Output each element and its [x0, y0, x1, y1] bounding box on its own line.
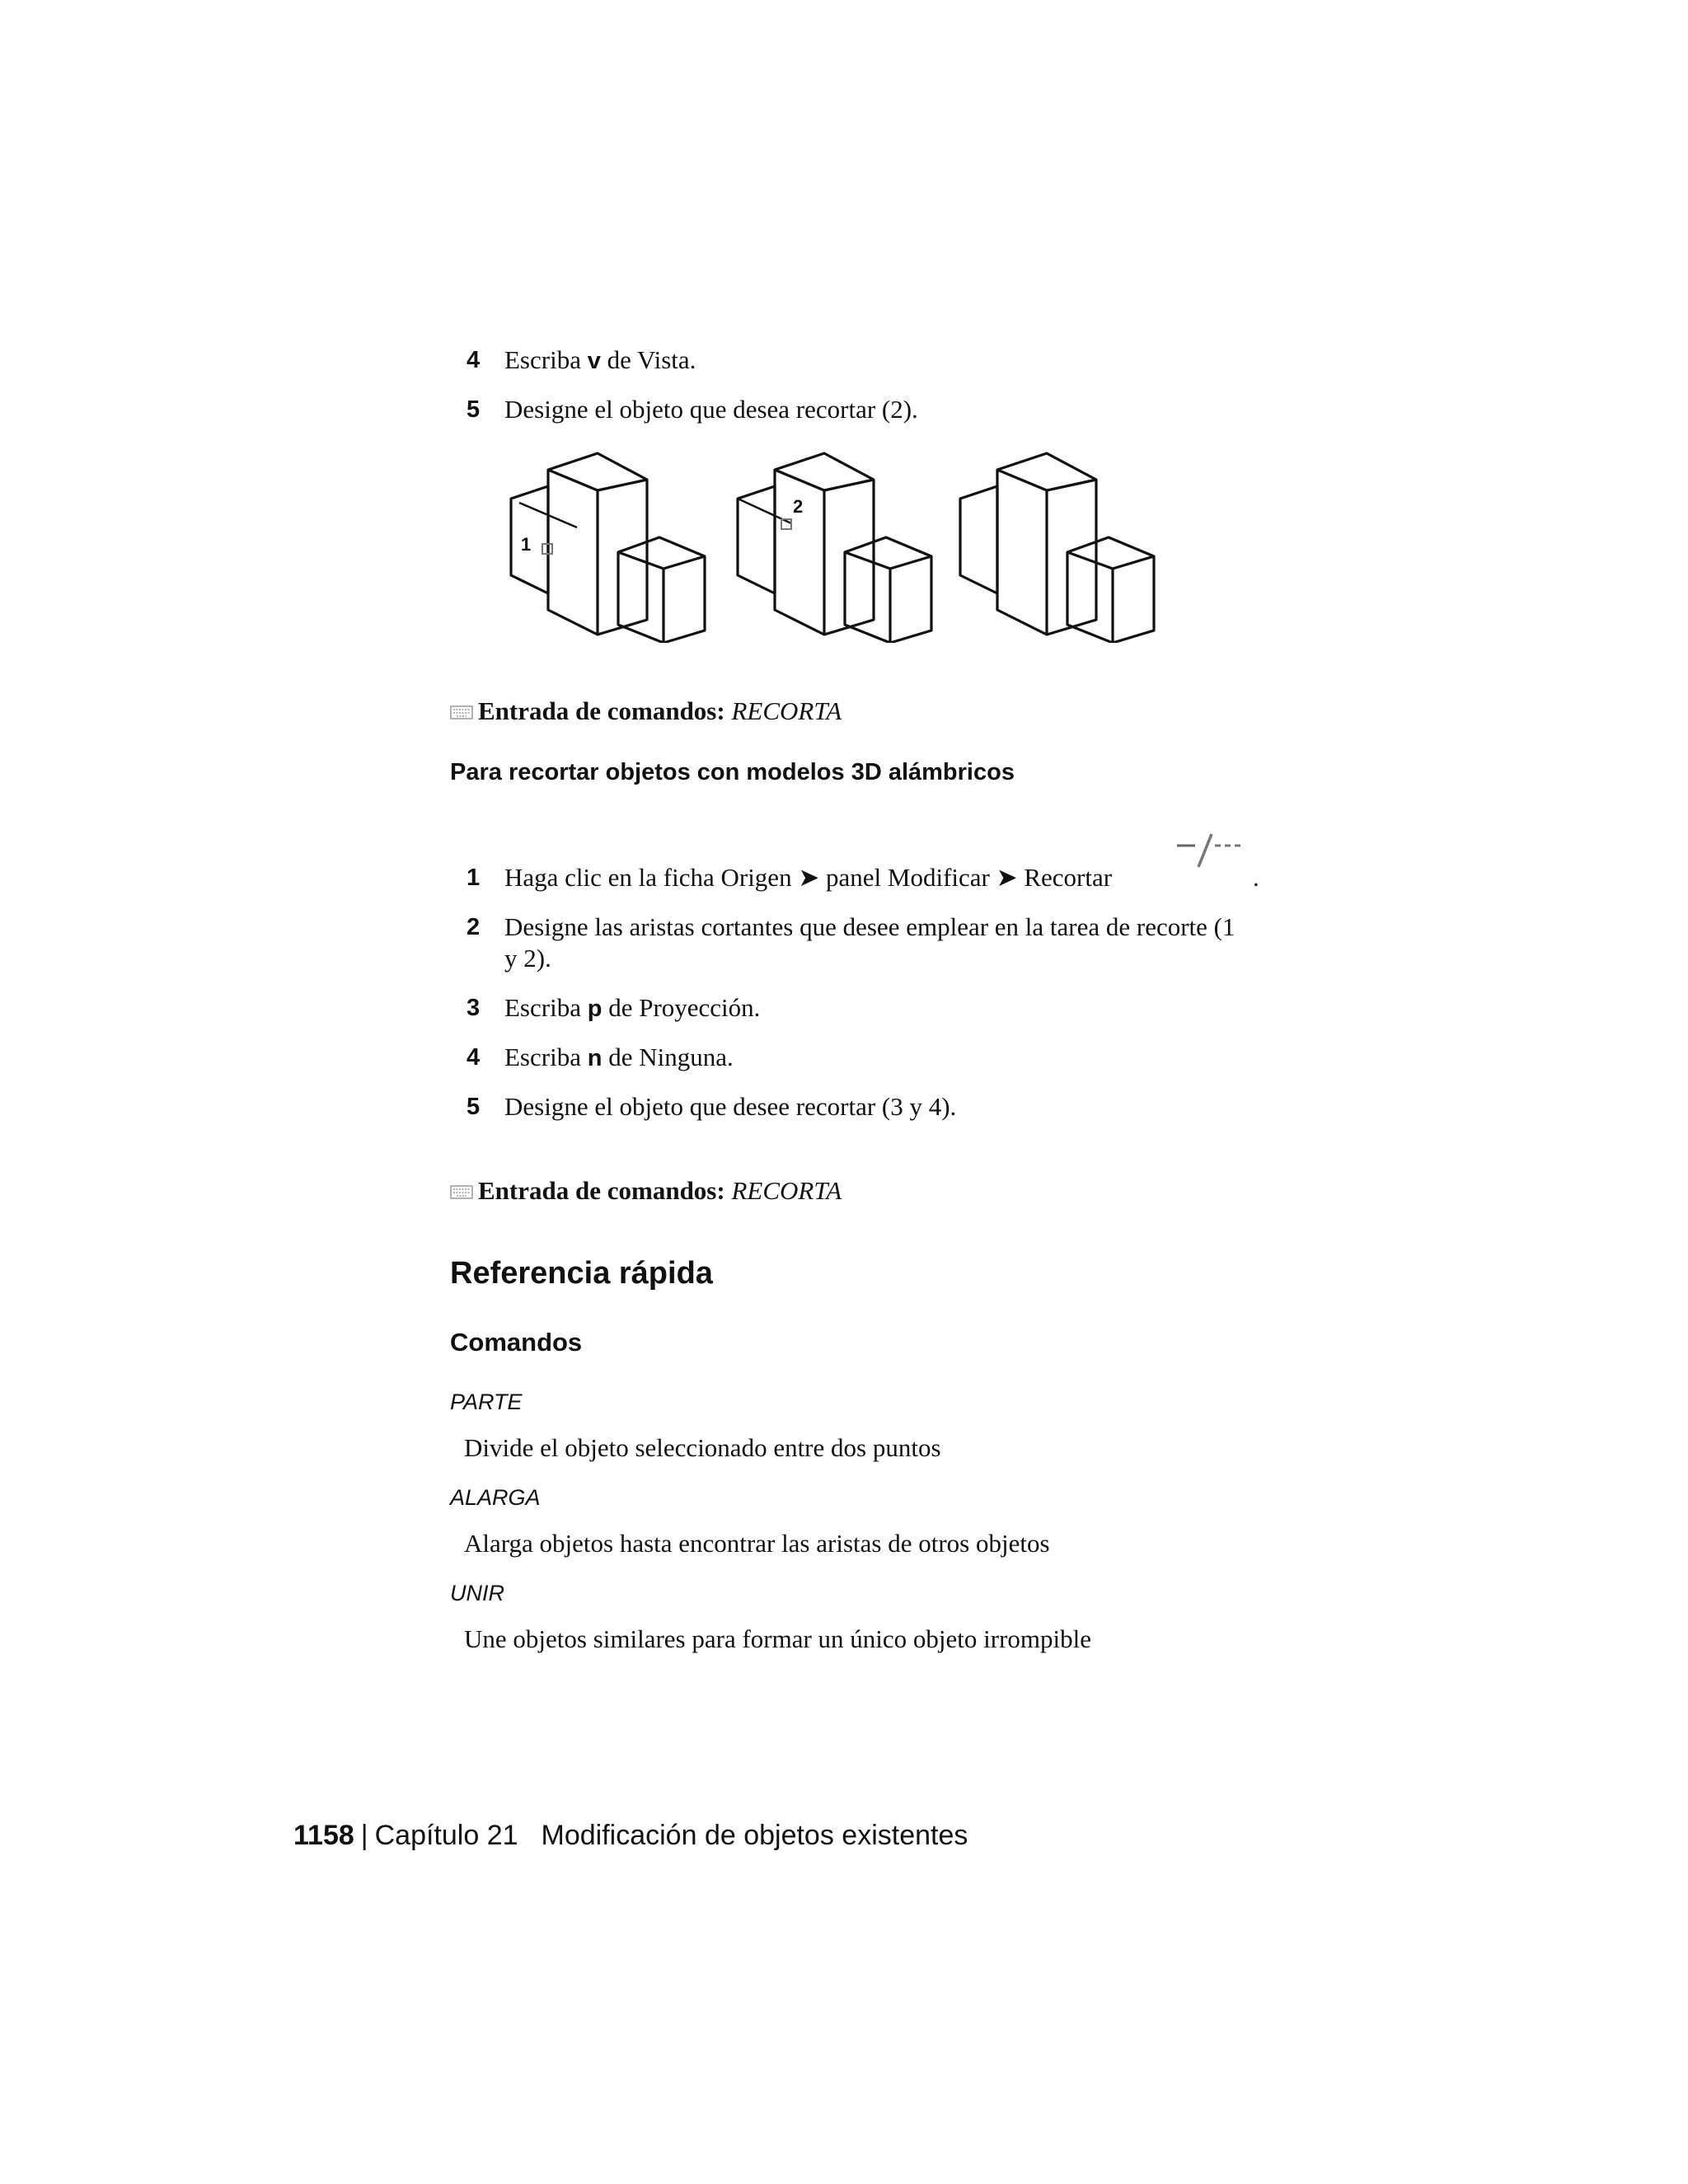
page-footer	[293, 1818, 968, 1853]
keyboard-icon	[450, 1183, 473, 1201]
step-number: 1	[467, 865, 481, 891]
block-group-3	[960, 453, 1154, 643]
step-5-top-text: Designe el objeto que desea recortar (2).	[504, 395, 918, 424]
step-number: 4	[467, 1044, 481, 1071]
step-4-text: Escriba n de Ninguna.	[504, 1043, 734, 1071]
chapter-title: Modificación de objetos existentes	[541, 1820, 968, 1851]
command-desc-unir: Une objetos similares para formar un único objeto irrompible	[464, 1624, 1092, 1653]
step-number: 4	[467, 347, 481, 373]
command-name-alarga: ALARGA	[450, 1485, 541, 1510]
key-letter: n	[587, 1045, 603, 1071]
step-number: 3	[467, 995, 481, 1021]
command-entry-1	[450, 696, 842, 727]
keyboard-icon	[450, 703, 473, 721]
command-name-unir: UNIR	[450, 1581, 504, 1605]
step-1-end: .	[1253, 863, 1259, 892]
trim-tool-icon	[1174, 831, 1248, 870]
key-letter: p	[587, 996, 603, 1022]
step-2-text-line2: y 2).	[504, 944, 551, 972]
trim-view-figure	[495, 445, 1170, 643]
command-entry-label: Entrada de comandos:	[478, 1176, 725, 1205]
step-1-text: Haga clic en la ficha Origen ➤ panel Modificar ➤ Recortar	[504, 863, 1113, 892]
chapter-label: Capítulo 21	[374, 1820, 518, 1851]
step-5-top	[467, 394, 480, 425]
step-2-text-line1: Designe las aristas cortantes que desee emplear en la tarea de recorte (1	[504, 912, 1236, 941]
command-desc-alarga: Alarga objetos hasta encontrar las aristas de otros objetos	[464, 1529, 1050, 1558]
step-5-text: Designe el objeto que desee recortar (3 y 4).	[504, 1092, 957, 1121]
figure-label-1: 1	[521, 534, 532, 555]
step-number: 2	[467, 914, 481, 940]
step-number: 5	[467, 1094, 481, 1120]
command-entry-2	[450, 1175, 842, 1207]
command-entry-value: RECORTA	[731, 696, 842, 725]
step-4-top	[467, 344, 480, 376]
commands-subtitle: Comandos	[450, 1328, 583, 1357]
command-name-parte: PARTE	[450, 1390, 523, 1414]
figure-label-2: 2	[793, 496, 804, 517]
procedure-heading: Para recortar objetos con modelos 3D alámbricos	[450, 759, 1015, 785]
step-4-top-text: Escriba v de Vista.	[504, 345, 696, 374]
command-desc-parte: Divide el objeto seleccionado entre dos puntos	[464, 1433, 941, 1462]
block-group-2	[738, 453, 931, 643]
command-entry-label: Entrada de comandos:	[478, 696, 725, 725]
quick-reference-title: Referencia rápida	[450, 1256, 713, 1291]
block-group-1	[511, 453, 705, 643]
step-number: 5	[467, 396, 481, 423]
key-letter: v	[587, 348, 601, 374]
footer-separator: |	[360, 1820, 368, 1851]
command-entry-value: RECORTA	[731, 1176, 842, 1205]
step-3-text: Escriba p de Proyección.	[504, 993, 761, 1022]
page-number: 1158	[293, 1820, 354, 1851]
